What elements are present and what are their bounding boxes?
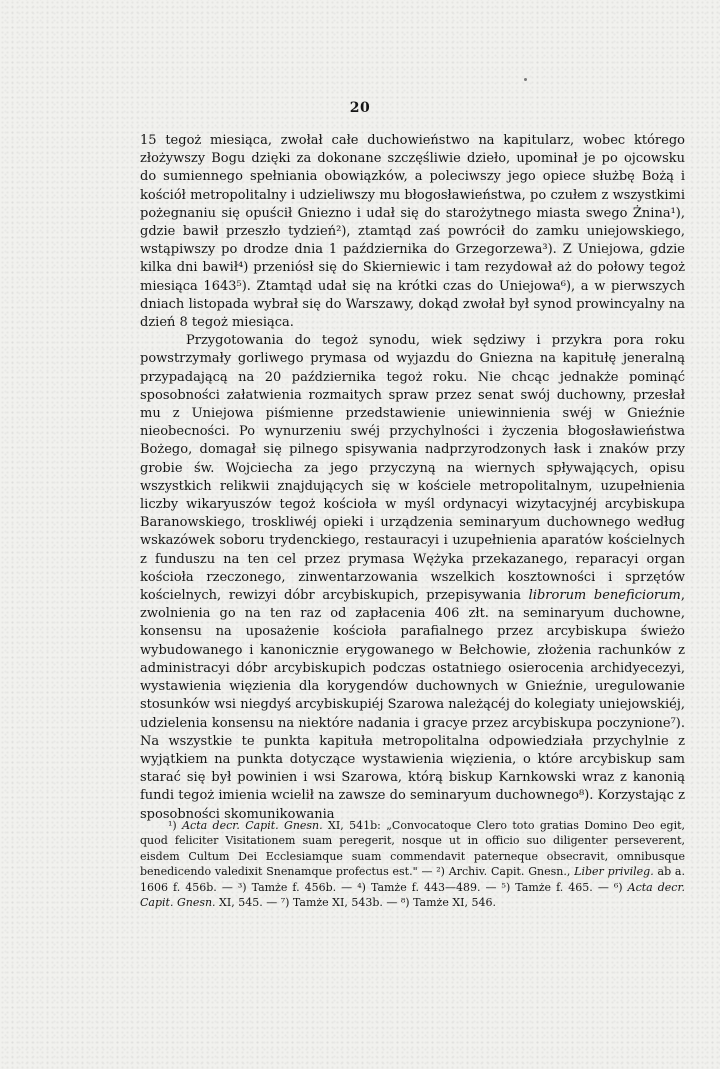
footnote-source-liber: Liber privileg. (574, 865, 654, 879)
paragraph-2 (140, 332, 685, 823)
paragraph-1: 15 tegoż miesiąca, zwołał całe duchowieństwo na kapitularz, wobec którego złożywszy Bogu dzięki za dokonane szczęśliwie dzieło, upominał je po ojcowsku do sumiennego spełniania obowiązków, a poleciwszy jego opiece służbę Bożą i kościół metropolitalny i udzieliwszy mu błogosławieństwa, po czułem z wszystkimi pożegnaniu się opuścił Gniezno i udał się do starożytnego miasta swego Żnina¹), gdzie bawił przeszło tydzień²), ztamtąd zaś powrócił do zamku uniejowskiego, wstąpiwszy po drodze dnia 1 października do Grzegorzewa³). Z Uniejowa, gdzie kilka dni bawił⁴) przeniósł się do Skierniewic i tam rezydował aż do połowy tegoż miesiąca 1643⁵). Ztamtąd udał się na krótki czas do Uniejowa⁶), a w pierwszych dniach listopada wybrał się do Warszawy, dokąd zwołał był synod prowincyalny na dzień 8 tegoż miesiąca. (140, 133, 685, 331)
paragraph-2-text-a: Przygotowania do tegoż synodu, wiek sędziwy i przykra pora roku powstrzymały gorliwego prymasa od wyjazdu do Gniezna na kapitułę jeneralną przypadającą na 20 października tegoż roku. Nie chcąc jednakże pominąć sposobności załatwienia rozmaitych spraw przez senat swój duchowny, przesłał mu z Uniejowa piśmienne przedstawienie uniewinnienia swéj w Gnieźnie nieobecności. Po wynurzeniu swéj przychylności i życzenia błogosławieństwa Bożego, domagał się pilnego spisywania nadprzyrodzonych łask i znaków przy grobie św. Wojciecha za jego przyczyną na wiernych spływających, opisu wszystkich relikwii znajdujących się w kościele metropolitalnym, uzupełnienia liczby wikaryuszów tegoż kościoła w myśl ordynacyi wizytacyjnéj arcybiskupa Baranowskiego, troskliwéj opieki i urządzenia seminaryum duchownego według wskazówek soboru trydenckiego, restauracyi i uzupełnienia aparatów kościelnych z funduszu na ten cel przez prymasa Wężyka przekazanego, reparacyi organ kościoła rzeczonego, zinwentarzowania wszelkich kosztowności i sprzętów kościelnych, rewizyi dóbr arcybiskupich, przepisywania (140, 333, 685, 604)
body-text (140, 132, 685, 824)
footnote-marker: ¹) (168, 819, 183, 832)
footnote-text-3: XI, 545. — ⁷) Tamże XI, 543b. — ⁸) Tamże XI, 546. (215, 896, 497, 910)
paragraph-2-text-b: , zwolnienia go na ten raz od zapłacenia 406 złt. na seminaryum duchowne, konsensu na uposażenie kościoła parafialnego przez arcybiskupa świeżo wybudowanego i kanonicznie erygowanego w Bełchowie, złożenia rachunków z administracyi dóbr arcybiskupich podczas ostatniego osierocenia archidyecezyi, wystawienia więzienia dla korygendów duchownych w Gnieźnie, uregulowanie stosunków wsi niegdyś arcybiskupiéj Szarowa należącéj do kolegiaty uniejowskiéj, udzielenia konsensu na niektóre nadania i gracye przez arcybiskupa poczynione⁷). Na wszystkie te punkta kapituła metropolitalna odpowiedziała przychylnie z wyjątkiem na punkta dotyczące wystawienia więzienia, o które arcybiskup sam starać się był powinien i wsi Szarowa, którą biskup Karnkowski wraz z kanonią fundi tegoż imienia wcielił na zawsze do seminaryum duchownego⁸). Korzystając z sposobności skomunikowania (140, 588, 685, 822)
page-number: 20 (349, 100, 371, 116)
paragraph-2-italic-title: librorum beneficiorum (528, 588, 681, 604)
footnote-block (140, 818, 685, 910)
ink-speck (524, 78, 527, 81)
footnote-text-1: XI, 541b: „Convocatoque Clero toto gratias Domino Deo egit, quod feliciter Visitationem suam peregerit, nosque ut in officio suo diligenter perseverent, eisdem Cultum Dei Ecclesiamque suam commendavit paterneque obsecravit, omnibusque benedicendo valedixit Snenamque profectus est." — ²) Archiv. Capit. Gnesn., (140, 819, 686, 879)
footnote-source-acta: Acta decr. Capit. Gnesn. (182, 819, 323, 832)
footnotes (140, 818, 685, 910)
footnote-source-acta-2: Acta decr. Capit. Gnesn. (140, 880, 686, 910)
footnote-text-2: ab a. 1606 f. 456b. — ³) Tamże f. 456b. — ⁴) Tamże f. 443—489. — ⁵) Tamże f. 465. — ⁶) (140, 865, 685, 894)
